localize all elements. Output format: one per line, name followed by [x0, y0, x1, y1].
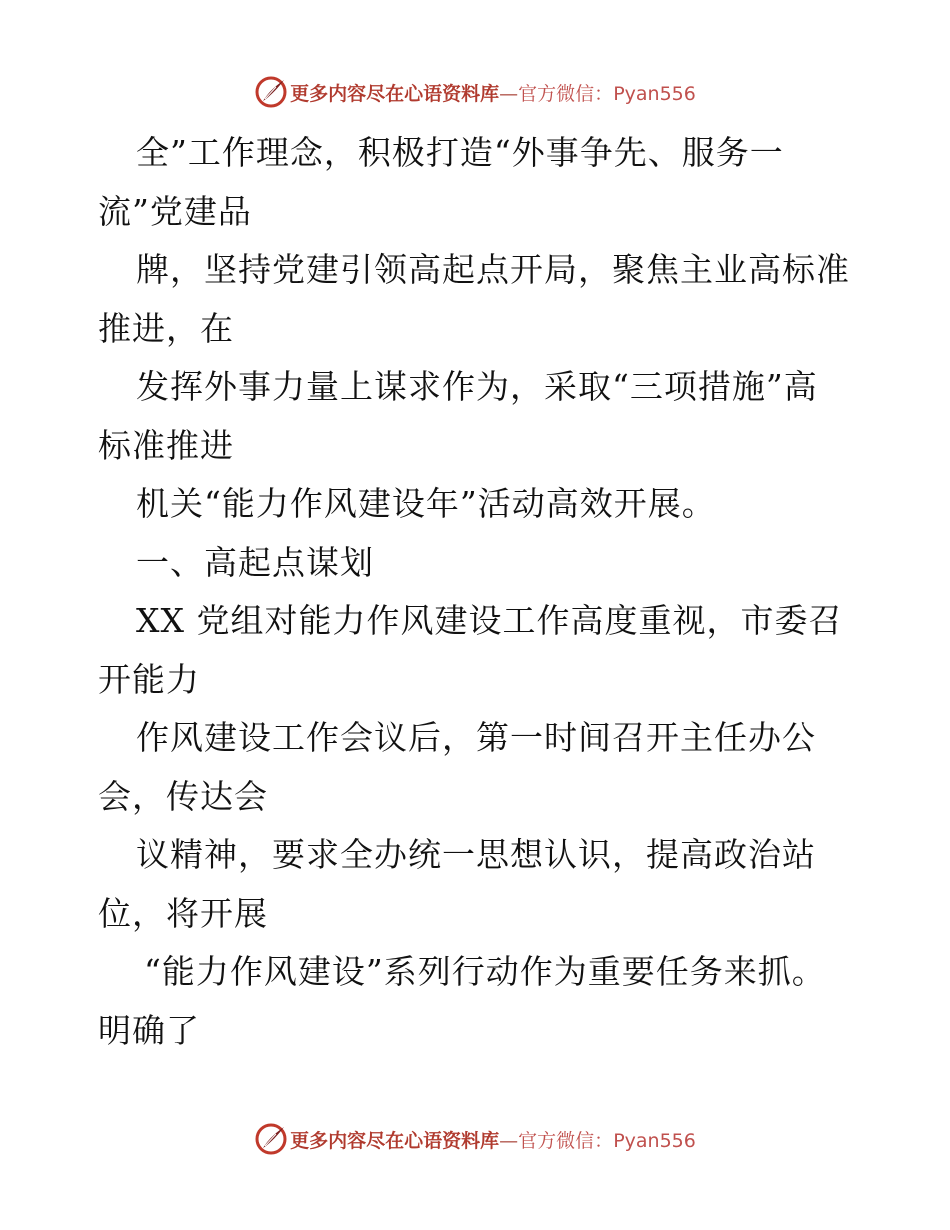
header-brand-text: 更多内容尽在心语资料库 — [290, 82, 500, 105]
text-line: 开能力 — [98, 659, 200, 699]
header-dash: — — [499, 82, 519, 105]
header-wechat-label: 官方微信： — [518, 82, 614, 105]
text-line: “能力作风建设”系列行动作为重要任务来抓。 — [144, 952, 826, 991]
text-line: 全”工作理念，积极打造“外事争先、服务一 — [136, 133, 784, 172]
text-line: 明确了 — [98, 1010, 200, 1050]
text-line: 位，将开展 — [98, 893, 268, 933]
text-line: XX 党组对能力作风建设工作高度重视，市委召 — [136, 601, 843, 640]
header-watermark — [0, 72, 950, 112]
text-line: 议精神，要求全办统一思想认识，提高政治站 — [136, 835, 816, 874]
header-wechat-id: Pyan556 — [613, 82, 696, 105]
text-line: 发挥外事力量上谋求作为，采取“三项措施”高 — [136, 367, 818, 406]
text-line: 流”党建品 — [98, 191, 252, 231]
feather-pen-circle-icon — [254, 75, 288, 109]
section-heading: 一、高起点谋划 — [136, 542, 374, 582]
header-watermark-text — [290, 79, 696, 106]
text-line: 会，传达会 — [98, 776, 268, 816]
feather-pen-circle-icon — [254, 1122, 288, 1156]
footer-watermark-text — [290, 1126, 696, 1153]
text-line: 牌，坚持党建引领高起点开局，聚焦主业高标准 — [136, 250, 850, 289]
footer-wechat-label: 官方微信： — [518, 1129, 614, 1152]
footer-wechat-id: Pyan556 — [613, 1129, 696, 1152]
text-line: 推进，在 — [98, 308, 234, 348]
text-line: 作风建设工作会议后，第一时间召开主任办公 — [136, 718, 816, 757]
footer-brand-text: 更多内容尽在心语资料库 — [290, 1129, 500, 1152]
footer-watermark — [0, 1119, 950, 1159]
text-line: 机关“能力作风建设年”活动高效开展。 — [136, 484, 716, 523]
document-body — [98, 124, 878, 1060]
text-line: 标准推进 — [98, 425, 234, 465]
footer-dash: — — [499, 1129, 519, 1152]
